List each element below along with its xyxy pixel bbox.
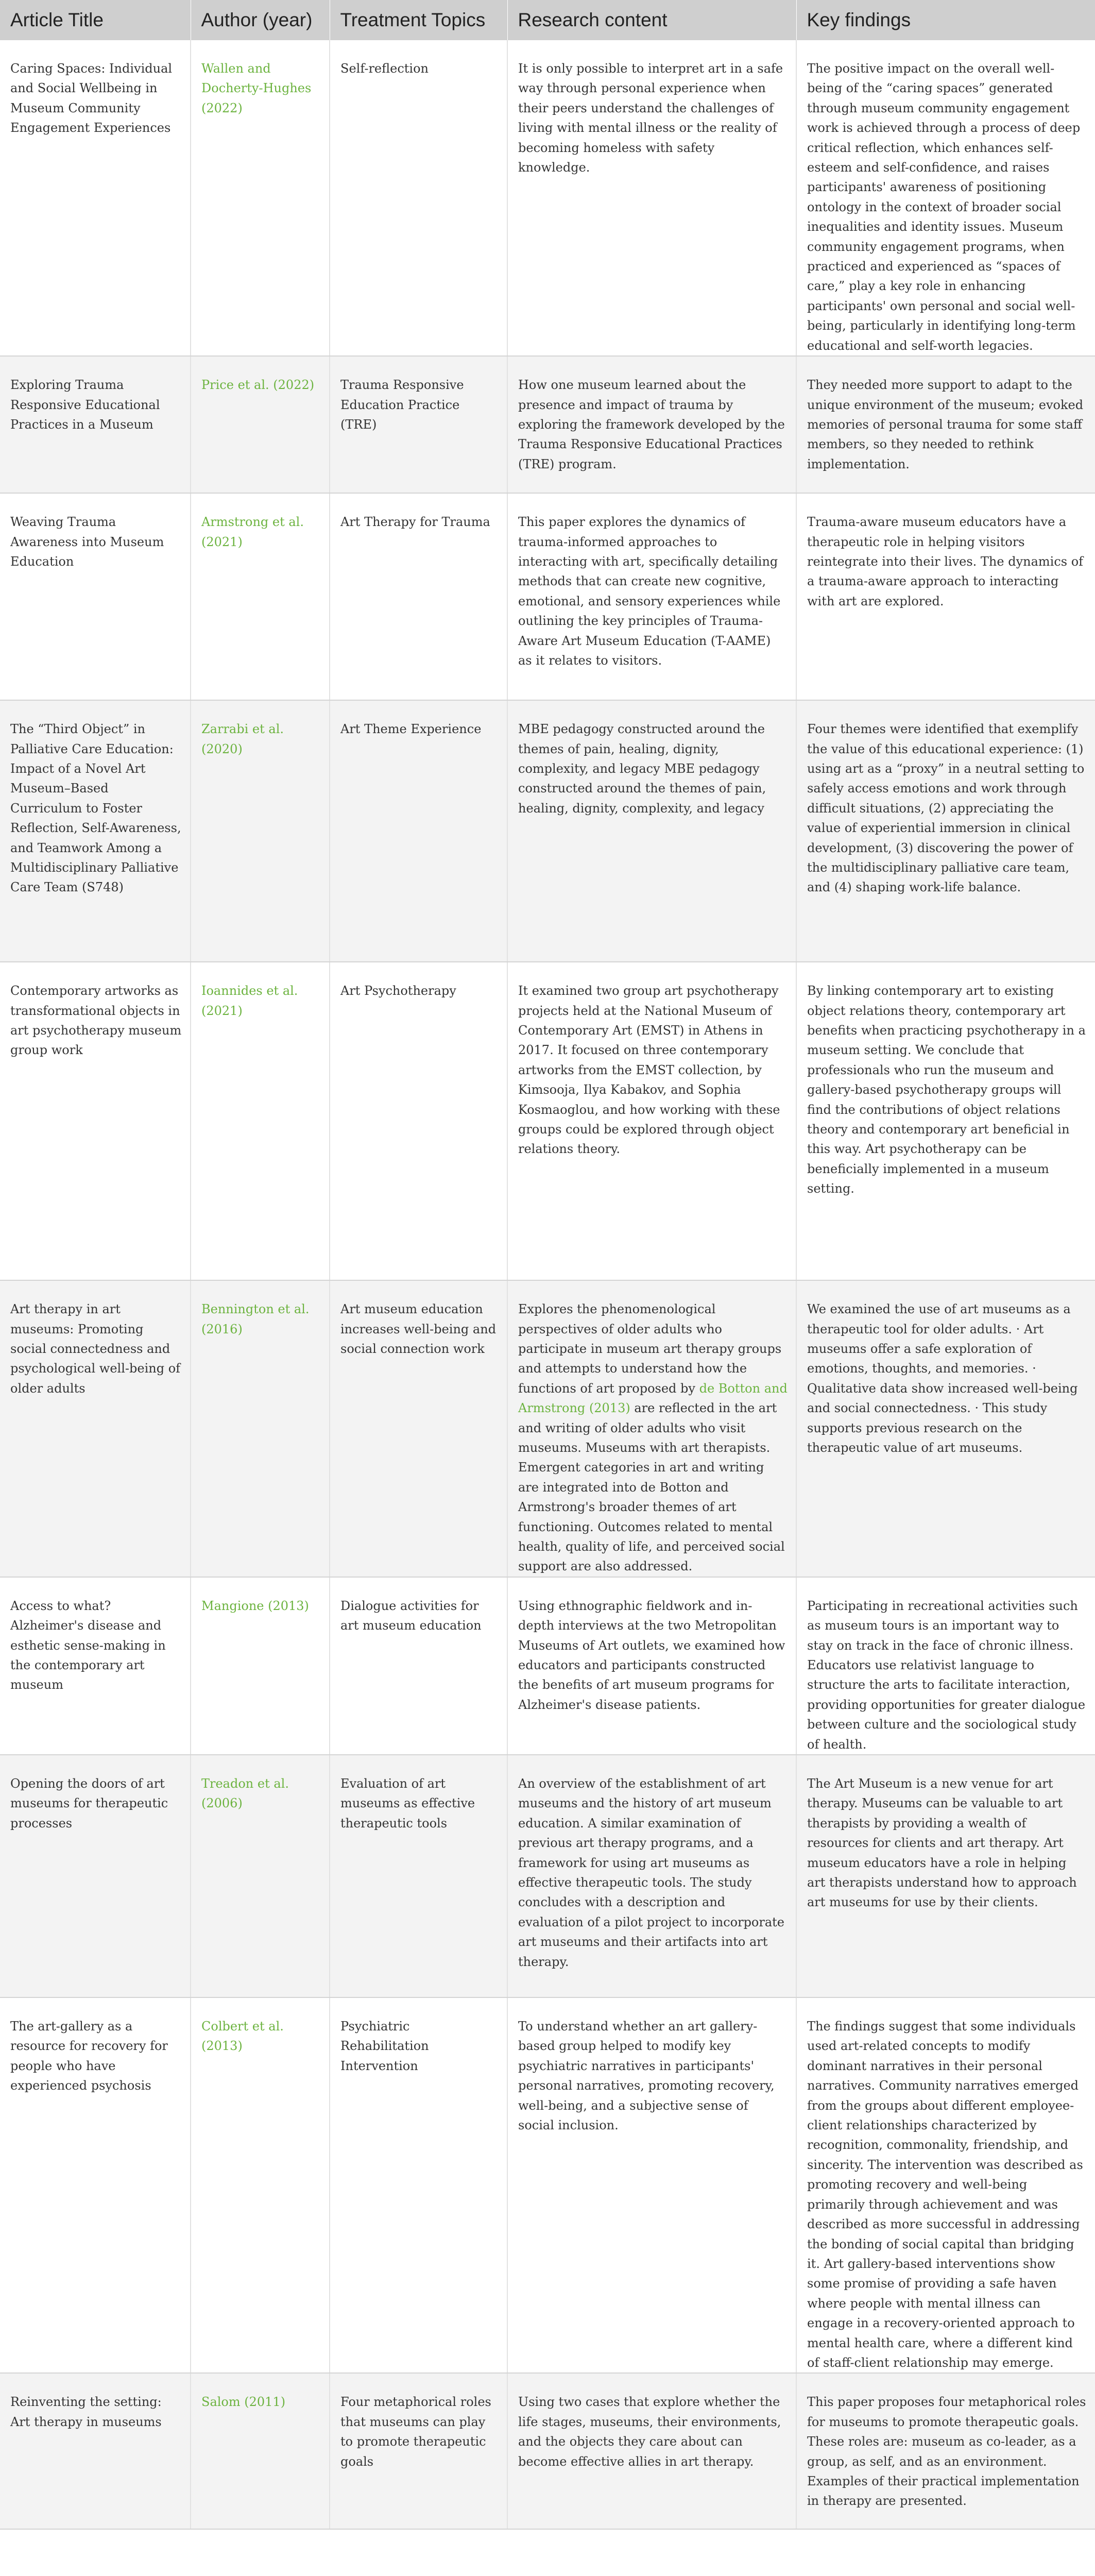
header-research-content: Research content — [507, 0, 796, 40]
table-row — [0, 2373, 1095, 2529]
research-content-text: Explores the phenomenological perspectives of older adults who participate in museum art therapy groups and attempts to understand how the functions of art proposed by — [518, 1302, 782, 1396]
author-link[interactable]: Bennington et al. (2016) — [191, 1280, 330, 1577]
research-content-cell: It examined two group art psychotherapy projects held at the National Museum of Contemporary Art (EMST) in Athens in 2017. It focused on three contemporary artworks from the EMST collection, by Kimsooja, Ilya Kabakov, and Sophia Kosmaoglou, and how working with these groups could be explored through object relations theory. — [507, 962, 796, 1280]
header-author-year: Author (year) — [191, 0, 330, 40]
key-findings-cell: We examined the use of art museums as a therapeutic tool for older adults. · Art museums offer a safe exploration of emotions, thoughts, and memories. · Qualitative data show increased well-being and social connectedness. · This study supports previous research on the therapeutic value of art museums. — [796, 1280, 1095, 1577]
key-findings-cell: Participating in recreational activities such as museum tours is an important way to stay on track in the face of chronic illness. Educators use relativist language to structure the arts to facilitate interaction, providing opportunities for greater dialogue between culture and the sociological study of health. — [796, 1577, 1095, 1755]
table-row — [0, 493, 1095, 700]
table-row — [0, 700, 1095, 962]
treatment-topic-cell: Self-reflection — [330, 40, 507, 356]
table-row — [0, 962, 1095, 1280]
table-row — [0, 1280, 1095, 1577]
key-findings-cell: Trauma-aware museum educators have a therapeutic role in helping visitors reintegrate into their lives. The dynamics of a trauma-aware approach to interacting with art are explored. — [796, 493, 1095, 700]
research-content-cell: MBE pedagogy constructed around the themes of pain, healing, dignity, complexity, and legacy MBE pedagogy constructed around the themes of pain, healing, dignity, complexity, and legacy — [507, 700, 796, 962]
treatment-topic-cell: Four metaphorical roles that museums can play to promote therapeutic goals — [330, 2373, 507, 2529]
author-link[interactable]: Salom (2011) — [191, 2373, 330, 2529]
author-link[interactable]: Treadon et al. (2006) — [191, 1755, 330, 1997]
author-link[interactable]: Wallen and Docherty-Hughes (2022) — [191, 40, 330, 356]
citation-link[interactable]: de Botton and Armstrong (2013) — [518, 1381, 788, 1416]
key-findings-cell: The findings suggest that some individuals used art-related concepts to modify dominant narratives in their personal narratives. Community narratives emerged from the groups about different employee-client relationships characterized by recognition, commonality, friendship, and sincerity. The intervention was described as promoting recovery and well-being primarily through achievement and was described as more successful in addressing the bonding of social capital than bridging it. Art gallery-based interventions show some promise of providing a safe haven where people with mental illness can engage in a recovery-oriented approach to mental health care, where a different kind of staff-client relationship may emerge. — [796, 1997, 1095, 2373]
research-content-cell — [507, 1280, 796, 1577]
article-title-cell: Contemporary artworks as transformational objects in art psychotherapy museum group work — [0, 962, 191, 1280]
table-body — [0, 40, 1095, 2529]
author-link[interactable]: Mangione (2013) — [191, 1577, 330, 1755]
key-findings-cell: The Art Museum is a new venue for art therapy. Museums can be valuable to art therapists by providing a wealth of resources for clients and art therapy. Art museum educators have a role in helping art therapists understand how to approach art museums for use by their clients. — [796, 1755, 1095, 1997]
table-header — [0, 0, 1095, 40]
research-content-cell: This paper explores the dynamics of trauma-informed approaches to interacting with art, specifically detailing methods that can create new cognitive, emotional, and sensory experiences while outlining the key principles of Trauma-Aware Art Museum Education (T-AAME) as it relates to visitors. — [507, 493, 796, 700]
treatment-topic-cell: Trauma Responsive Education Practice (TRE) — [330, 356, 507, 493]
article-title-cell: Weaving Trauma Awareness into Museum Education — [0, 493, 191, 700]
table-row — [0, 1577, 1095, 1755]
treatment-topic-cell: Art Theme Experience — [330, 700, 507, 962]
key-findings-cell: They needed more support to adapt to the unique environment of the museum; evoked memories of personal trauma for some staff members, so they needed to rethink implementation. — [796, 356, 1095, 493]
treatment-topic-cell: Art Therapy for Trauma — [330, 493, 507, 700]
author-link[interactable]: Colbert et al. (2013) — [191, 1997, 330, 2373]
key-findings-cell: This paper proposes four metaphorical roles for museums to promote therapeutic goals. These roles are: museum as co-leader, as a group, as self, and as an environment. Examples of their practical implementation in therapy are presented. — [796, 2373, 1095, 2529]
research-content-cell: An overview of the establishment of art museums and the history of art museum education. A similar examination of previous art therapy programs, and a framework for using art museums as effective therapeutic tools. The study concludes with a description and evaluation of a pilot project to incorporate art museums and their artifacts into art therapy. — [507, 1755, 796, 1997]
author-link[interactable]: Armstrong et al. (2021) — [191, 493, 330, 700]
treatment-topic-cell: Art Psychotherapy — [330, 962, 507, 1280]
article-title-cell: Exploring Trauma Responsive Educational Practices in a Museum — [0, 356, 191, 493]
table-row — [0, 1755, 1095, 1997]
author-link[interactable]: Zarrabi et al. (2020) — [191, 700, 330, 962]
research-content-cell: How one museum learned about the presence and impact of trauma by exploring the framework developed by the Trauma Responsive Educational Practices (TRE) program. — [507, 356, 796, 493]
article-title-cell: Access to what? Alzheimer's disease and esthetic sense-making in the contemporary art museum — [0, 1577, 191, 1755]
key-findings-cell: By linking contemporary art to existing object relations theory, contemporary art benefits when practicing psychotherapy in a museum setting. We conclude that professionals who run the museum and gallery-based psychotherapy groups will find the contributions of object relations theory and contemporary art beneficial in this way. Art psychotherapy can be beneficially implemented in a museum setting. — [796, 962, 1095, 1280]
article-title-cell: Opening the doors of art museums for therapeutic processes — [0, 1755, 191, 1997]
key-findings-cell: Four themes were identified that exemplify the value of this educational experience: (1) using art as a “proxy” in a neutral setting to safely access emotions and work through difficult situations, (2) appreciating the value of experiential immersion in clinical development, (3) discovering the power of the multidisciplinary palliative care team, and (4) shaping work-life balance. — [796, 700, 1095, 962]
author-link[interactable]: Ioannides et al. (2021) — [191, 962, 330, 1280]
treatment-topic-cell: Art museum education increases well-being and social connection work — [330, 1280, 507, 1577]
header-row — [0, 0, 1095, 40]
research-content-cell: Using two cases that explore whether the life stages, museums, their environments, and the objects they care about can become effective allies in art therapy. — [507, 2373, 796, 2529]
research-content-cell: Using ethnographic fieldwork and in-depth interviews at the two Metropolitan Museums of Art outlets, we examined how educators and participants constructed the benefits of art museum programs for Alzheimer's disease patients. — [507, 1577, 796, 1755]
table-row — [0, 356, 1095, 493]
article-title-cell: The art-gallery as a resource for recovery for people who have experienced psychosis — [0, 1997, 191, 2373]
header-article-title: Article Title — [0, 0, 191, 40]
treatment-topic-cell: Dialogue activities for art museum education — [330, 1577, 507, 1755]
header-key-findings: Key findings — [796, 0, 1095, 40]
header-treatment-topics: Treatment Topics — [330, 0, 507, 40]
research-content-text: are reflected in the art and writing of older adults who visit museums. Museums with art therapists. Emergent categories in art and writing are integrated into de Botton and Armstrong's broader themes of art functioning. Outcomes related to mental health, quality of life, and perceived social support are also addressed. — [518, 1401, 785, 1574]
table-row — [0, 1997, 1095, 2373]
key-findings-cell: The positive impact on the overall well-being of the “caring spaces” generated through museum community engagement work is achieved through a process of deep critical reflection, which enhances self-esteem and self-confidence, and raises participants' awareness of positioning ontology in the context of broader social inequalities and identity issues. Museum community engagement programs, when practiced and experienced as “spaces of care,” play a key role in enhancing participants' own personal and social well-being, particularly in identifying long-term educational and self-worth legacies. — [796, 40, 1095, 356]
treatment-topic-cell: Psychiatric Rehabilitation Intervention — [330, 1997, 507, 2373]
treatment-topic-cell: Evaluation of art museums as effective therapeutic tools — [330, 1755, 507, 1997]
article-title-cell: Art therapy in art museums: Promoting social connectedness and psychological well-being of older adults — [0, 1280, 191, 1577]
research-content-cell: It is only possible to interpret art in a safe way through personal experience when their peers understand the challenges of living with mental illness or the reality of becoming homeless with safety knowledge. — [507, 40, 796, 356]
table-row — [0, 40, 1095, 356]
research-content-cell: To understand whether an art gallery-based group helped to modify key psychiatric narratives in participants' personal narratives, promoting recovery, well-being, and a subjective sense of social inclusion. — [507, 1997, 796, 2373]
author-link[interactable]: Price et al. (2022) — [191, 356, 330, 493]
article-title-cell: Caring Spaces: Individual and Social Wellbeing in Museum Community Engagement Experiences — [0, 40, 191, 356]
article-title-cell: Reinventing the setting: Art therapy in museums — [0, 2373, 191, 2529]
article-title-cell: The “Third Object” in Palliative Care Education: Impact of a Novel Art Museum–Based Curriculum to Foster Reflection, Self-Awareness, and Teamwork Among a Multidisciplinary Palliative Care Team (S748) — [0, 700, 191, 962]
